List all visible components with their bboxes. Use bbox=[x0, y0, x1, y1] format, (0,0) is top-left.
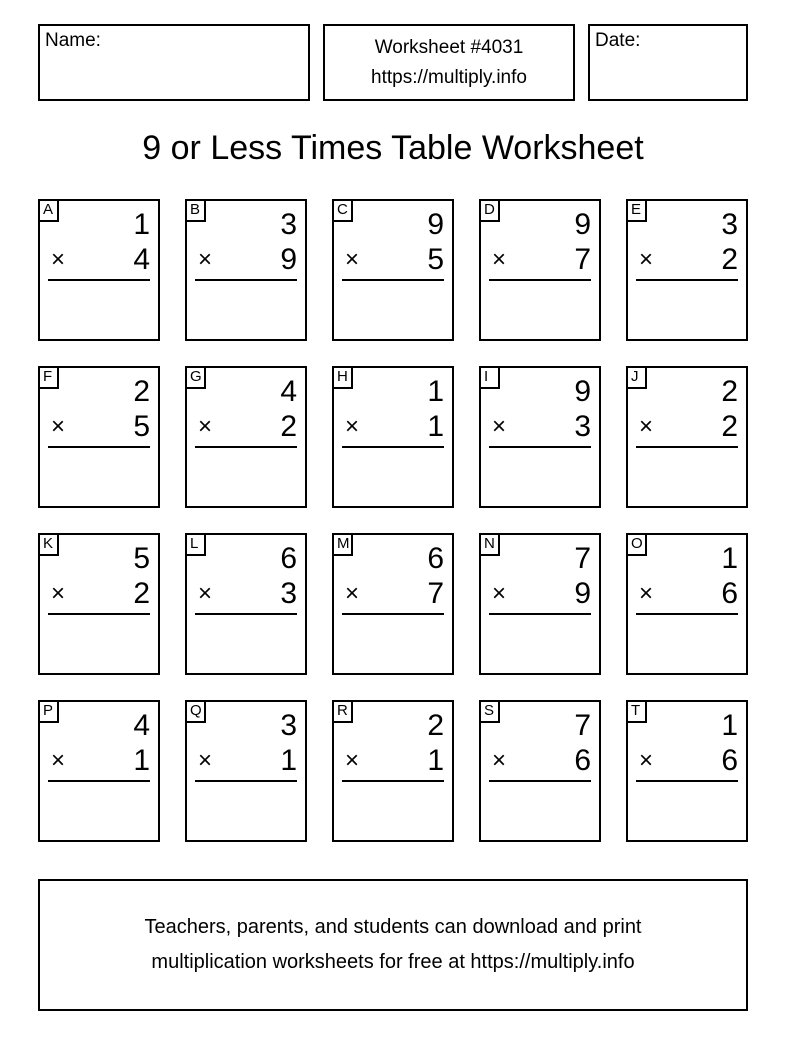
multiply-sign-icon: × bbox=[198, 413, 213, 440]
problem-letter: D bbox=[479, 199, 500, 222]
multiplier: 1 bbox=[280, 744, 297, 777]
multiply-sign-icon: × bbox=[51, 246, 66, 273]
multiplier: 4 bbox=[133, 243, 150, 276]
multiplicand: 4 bbox=[280, 375, 297, 408]
problem-card[interactable] bbox=[185, 533, 307, 675]
multiply-sign-icon: × bbox=[492, 246, 507, 273]
problem-card[interactable] bbox=[38, 199, 160, 341]
problem-letter: H bbox=[332, 366, 353, 389]
problem-letter: F bbox=[38, 366, 59, 389]
multiplicand: 2 bbox=[721, 375, 738, 408]
problem-letter: R bbox=[332, 700, 353, 723]
multiplicand: 6 bbox=[280, 542, 297, 575]
multiply-sign-icon: × bbox=[51, 413, 66, 440]
problem-letter: N bbox=[479, 533, 500, 556]
problem-letter: T bbox=[626, 700, 647, 723]
problem-card[interactable] bbox=[185, 366, 307, 508]
multiplicand: 2 bbox=[427, 709, 444, 742]
problem-card[interactable] bbox=[185, 199, 307, 341]
problem-letter: K bbox=[38, 533, 59, 556]
problem-letter: B bbox=[185, 199, 206, 222]
problem-letter: C bbox=[332, 199, 353, 222]
date-box[interactable] bbox=[588, 24, 748, 101]
multiplicand: 1 bbox=[721, 542, 738, 575]
problem-letter: E bbox=[626, 199, 647, 222]
multiplier: 7 bbox=[427, 577, 444, 610]
problem-card[interactable] bbox=[626, 199, 748, 341]
answer-line bbox=[636, 613, 738, 615]
worksheet-info-box bbox=[323, 24, 575, 101]
name-label: Name: bbox=[45, 30, 101, 51]
problem-card[interactable] bbox=[332, 533, 454, 675]
problem-card[interactable] bbox=[479, 700, 601, 842]
date-label: Date: bbox=[595, 30, 641, 51]
problem-card[interactable] bbox=[38, 533, 160, 675]
answer-line bbox=[489, 446, 591, 448]
problem-card[interactable] bbox=[479, 366, 601, 508]
multiplier: 2 bbox=[721, 410, 738, 443]
multiplier: 2 bbox=[721, 243, 738, 276]
problem-letter: P bbox=[38, 700, 59, 723]
multiply-sign-icon: × bbox=[345, 246, 360, 273]
answer-line bbox=[195, 446, 297, 448]
multiplier: 7 bbox=[574, 243, 591, 276]
answer-line bbox=[195, 279, 297, 281]
multiplier: 2 bbox=[133, 577, 150, 610]
multiplicand: 3 bbox=[280, 709, 297, 742]
multiplier: 9 bbox=[280, 243, 297, 276]
footer-box bbox=[38, 879, 748, 1011]
answer-line bbox=[48, 780, 150, 782]
problem-card[interactable] bbox=[185, 700, 307, 842]
multiply-sign-icon: × bbox=[345, 580, 360, 607]
answer-line bbox=[48, 613, 150, 615]
multiplier: 1 bbox=[427, 744, 444, 777]
multiplicand: 4 bbox=[133, 709, 150, 742]
answer-line bbox=[48, 446, 150, 448]
multiply-sign-icon: × bbox=[198, 580, 213, 607]
multiply-sign-icon: × bbox=[345, 413, 360, 440]
problem-card[interactable] bbox=[626, 366, 748, 508]
answer-line bbox=[636, 279, 738, 281]
answer-line bbox=[636, 780, 738, 782]
worksheet-id: Worksheet #4031 bbox=[374, 36, 524, 58]
multiplicand: 2 bbox=[133, 375, 150, 408]
multiplier: 5 bbox=[427, 243, 444, 276]
multiplicand: 1 bbox=[133, 208, 150, 241]
problem-card[interactable] bbox=[479, 533, 601, 675]
site-url: https://multiply.info bbox=[371, 66, 527, 88]
multiply-sign-icon: × bbox=[51, 747, 66, 774]
problem-letter: L bbox=[185, 533, 206, 556]
page-title: 9 or Less Times Table Worksheet bbox=[142, 129, 644, 167]
answer-line bbox=[636, 446, 738, 448]
answer-line bbox=[342, 446, 444, 448]
multiply-sign-icon: × bbox=[639, 246, 654, 273]
answer-line bbox=[489, 279, 591, 281]
problem-card[interactable] bbox=[332, 199, 454, 341]
multiply-sign-icon: × bbox=[639, 413, 654, 440]
multiply-sign-icon: × bbox=[639, 747, 654, 774]
multiply-sign-icon: × bbox=[345, 747, 360, 774]
multiply-sign-icon: × bbox=[492, 747, 507, 774]
problem-letter: G bbox=[185, 366, 206, 389]
multiplicand: 3 bbox=[721, 208, 738, 241]
problem-letter: S bbox=[479, 700, 500, 723]
answer-line bbox=[195, 780, 297, 782]
multiply-sign-icon: × bbox=[198, 246, 213, 273]
problem-card[interactable] bbox=[332, 366, 454, 508]
multiplicand: 7 bbox=[574, 709, 591, 742]
answer-line bbox=[342, 613, 444, 615]
problem-card[interactable] bbox=[479, 199, 601, 341]
answer-line bbox=[342, 279, 444, 281]
multiplicand: 1 bbox=[427, 375, 444, 408]
multiplier: 5 bbox=[133, 410, 150, 443]
multiplier: 6 bbox=[721, 577, 738, 610]
name-box[interactable] bbox=[38, 24, 310, 101]
problem-letter: A bbox=[38, 199, 59, 222]
multiply-sign-icon: × bbox=[492, 580, 507, 607]
problem-card[interactable] bbox=[332, 700, 454, 842]
multiplier: 3 bbox=[280, 577, 297, 610]
multiplier: 1 bbox=[427, 410, 444, 443]
multiply-sign-icon: × bbox=[198, 747, 213, 774]
problem-card[interactable] bbox=[626, 533, 748, 675]
multiplier: 1 bbox=[133, 744, 150, 777]
multiplicand: 6 bbox=[427, 542, 444, 575]
answer-line bbox=[489, 780, 591, 782]
problem-card[interactable] bbox=[38, 700, 160, 842]
answer-line bbox=[48, 279, 150, 281]
problem-letter: I bbox=[479, 366, 500, 389]
multiply-sign-icon: × bbox=[51, 580, 66, 607]
multiplicand: 9 bbox=[574, 375, 591, 408]
footer-line-2: multiplication worksheets for free at https://multiply.info bbox=[151, 951, 635, 973]
multiplier: 3 bbox=[574, 410, 591, 443]
multiply-sign-icon: × bbox=[492, 413, 507, 440]
multiplier: 6 bbox=[721, 744, 738, 777]
problem-card[interactable] bbox=[626, 700, 748, 842]
multiplicand: 5 bbox=[133, 542, 150, 575]
answer-line bbox=[195, 613, 297, 615]
problem-letter: J bbox=[626, 366, 647, 389]
multiplier: 9 bbox=[574, 577, 591, 610]
multiplicand: 3 bbox=[280, 208, 297, 241]
problem-letter: Q bbox=[185, 700, 206, 723]
multiplicand: 1 bbox=[721, 709, 738, 742]
answer-line bbox=[489, 613, 591, 615]
multiplicand: 9 bbox=[427, 208, 444, 241]
multiplicand: 9 bbox=[574, 208, 591, 241]
multiplicand: 7 bbox=[574, 542, 591, 575]
multiplier: 6 bbox=[574, 744, 591, 777]
multiply-sign-icon: × bbox=[639, 580, 654, 607]
answer-line bbox=[342, 780, 444, 782]
problem-card[interactable] bbox=[38, 366, 160, 508]
footer-line-1: Teachers, parents, and students can download and print bbox=[144, 916, 642, 938]
problem-letter: O bbox=[626, 533, 647, 556]
multiplier: 2 bbox=[280, 410, 297, 443]
problem-letter: M bbox=[332, 533, 353, 556]
